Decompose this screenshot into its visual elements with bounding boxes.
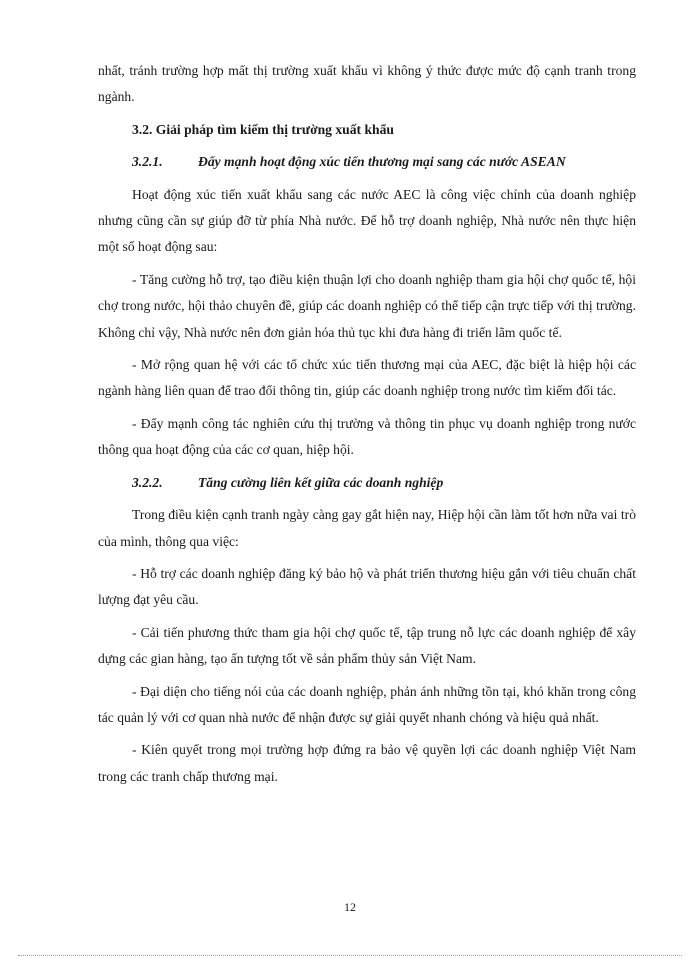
subsection-title: Tăng cường liên kết giữa các doanh nghiệp: [198, 474, 444, 490]
bullet-paragraph: - Tăng cường hỗ trợ, tạo điều kiện thuận lợi cho doanh nghiệp tham gia hội chợ quốc tế, hội chợ trong nước, hội thảo chuyên đề, giúp các doanh nghiệp có thể tiếp cận trực tiếp với thị trường. Không chỉ vậy, Nhà nước nên đơn giản hóa thủ tục khi đưa hàng đi triển lãm quốc tế.: [98, 271, 636, 340]
subsection-number: 3.2.1.: [132, 154, 163, 170]
subsection-number: 3.2.2.: [132, 474, 163, 490]
page-bottom-divider: [18, 955, 682, 956]
page-number: 12: [344, 900, 356, 914]
bullet-paragraph: - Mở rộng quan hệ với các tổ chức xúc tiến thương mại của AEC, đặc biệt là hiệp hội các ngành hàng liên quan để trao đổi thông tin, giúp các doanh nghiệp trong nước tìm kiếm đối tác.: [98, 357, 636, 399]
body-paragraph: Trong điều kiện cạnh tranh ngày càng gay gắt hiện nay, Hiệp hội cần làm tốt hơn nữa vai trò của mình, thông qua việc:: [98, 507, 636, 549]
subsection-heading-3-2-2: [132, 470, 636, 496]
bullet-paragraph: - Đẩy mạnh công tác nghiên cứu thị trường và thông tin phục vụ doanh nghiệp trong nước thông qua hoạt động của các cơ quan, hiệp hội.: [98, 415, 636, 458]
subsection-title: Đẩy mạnh hoạt động xúc tiến thương mại sang các nước ASEAN: [198, 154, 566, 170]
page-body: [98, 58, 636, 796]
bullet-paragraph: - Đại diện cho tiếng nói của các doanh nghiệp, phản ánh những tồn tại, khó khăn trong công tác quản lý với cơ quan nhà nước để nhận được sự giải quyết nhanh chóng và hiệu quả nhất.: [98, 683, 636, 725]
bullet-paragraph: - Kiên quyết trong mọi trường hợp đứng ra bảo vệ quyền lợi các doanh nghiệp Việt Nam trong các tranh chấp thương mại.: [98, 742, 636, 784]
section-heading-3-2: 3.2. Giải pháp tìm kiếm thị trường xuất khẩu: [132, 121, 394, 137]
bullet-paragraph: - Hỗ trợ các doanh nghiệp đăng ký bảo hộ và phát triển thương hiệu gắn với tiêu chuẩn chất lượng đạt yêu cầu.: [98, 565, 636, 608]
subsection-heading-3-2-1: [132, 149, 636, 175]
body-paragraph: Hoạt động xúc tiến xuất khẩu sang các nước AEC là công việc chính của doanh nghiệp nhưng cũng cần sự giúp đỡ từ phía Nhà nước. Để hỗ trợ doanh nghiệp, Nhà nước nên thực hiện một số hoạt động sau:: [98, 186, 636, 255]
continuation-paragraph: nhất, tránh trường hợp mất thị trường xuất khẩu vì không ý thức được mức độ cạnh tranh trong ngành.: [98, 63, 636, 105]
bullet-paragraph: - Cải tiến phương thức tham gia hội chợ quốc tế, tập trung nỗ lực các doanh nghiệp để xây dựng các gian hàng, tạo ấn tượng tốt về sản phẩm thủy sản Việt Nam.: [98, 624, 636, 667]
